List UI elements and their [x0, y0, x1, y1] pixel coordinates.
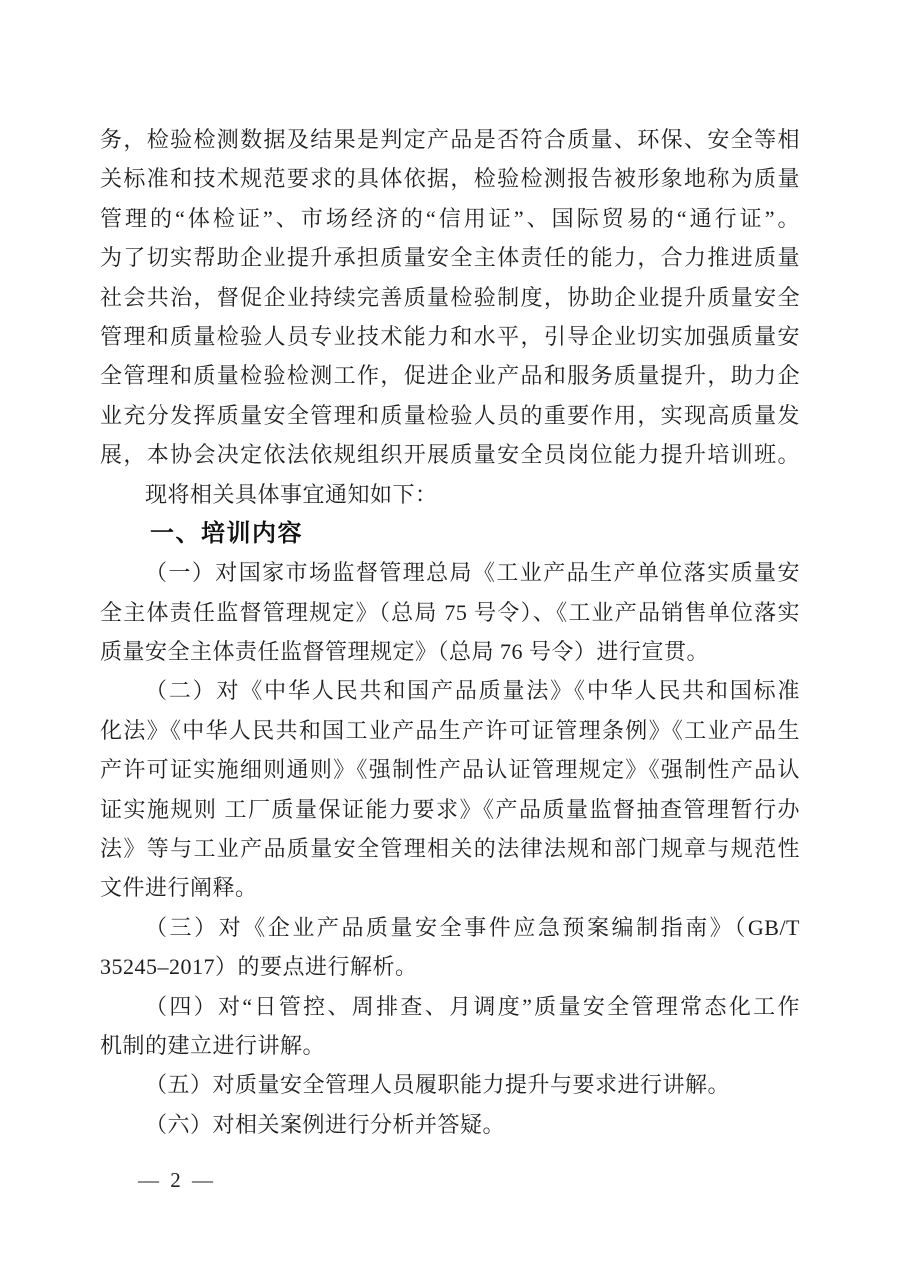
text-line: 全管理和质量检验检测工作，促进企业产品和服务质量提升，助力企: [100, 363, 800, 389]
text-line: 社会共治，督促企业持续完善质量检验制度，协助企业提升质量安全: [100, 284, 800, 310]
text-line: 务，检验检测数据及结果是判定产品是否符合质量、环保、安全等相: [100, 127, 800, 152]
text-line: 35245–2017）的要点进行解析。: [100, 954, 418, 980]
text-line: （三）对《企业产品质量安全事件应急预案编制指南》（GB/T: [145, 914, 800, 940]
document-body: [100, 120, 800, 1144]
text-line: （四）对“日管控、周排查、月调度”质量安全管理常态化工作: [145, 993, 800, 1019]
text-line: 管理的“体检证”、市场经济的“信用证”、国际贸易的“通行证”。: [100, 205, 800, 231]
text-line: 业充分发挥质量安全管理和质量检验人员的重要作用，实现高质量发: [100, 402, 800, 428]
text-line: 展，本协会决定依法依规组织开展质量安全员岗位能力提升培训班。: [100, 442, 800, 468]
text-line: （五）对质量安全管理人员履职能力提升与要求进行讲解。: [145, 1072, 731, 1098]
section-heading: 一、培训内容: [150, 519, 303, 547]
page-number: — 2 —: [138, 1168, 216, 1192]
text-line: 全主体责任监督管理规定》（总局 75 号令）、《工业产品销售单位落实: [100, 599, 800, 625]
text-line: 现将相关具体事宜通知如下：: [145, 481, 438, 507]
text-line: 管理和质量检验人员专业技术能力和水平，引导企业切实加强质量安: [100, 323, 800, 349]
text-line: 为了切实帮助企业提升承担质量安全主体责任的能力，合力推进质量: [100, 245, 800, 271]
text-line: 文件进行阐释。: [100, 875, 258, 901]
text-line: 产许可证实施细则通则》《强制性产品认证管理规定》《强制性产品认: [100, 757, 800, 783]
text-line: （一）对国家市场监督管理总局《工业产品生产单位落实质量安: [145, 560, 800, 586]
text-line: 化法》《中华人民共和国工业产品生产许可证管理条例》《工业产品生: [100, 717, 800, 743]
text-line: 质量安全主体责任监督管理规定》（总局 76 号令）进行宣贯。: [100, 639, 710, 665]
text-line: 关标准和技术规范要求的具体依据，检验检测报告被形象地称为质量: [100, 166, 800, 192]
text-line: 法》等与工业产品质量安全管理相关的法律法规和部门规章与规范性: [100, 836, 800, 862]
text-line: （六）对相关案例进行分析并答疑。: [145, 1111, 506, 1137]
text-line: 机制的建立进行讲解。: [100, 1032, 326, 1058]
text-line: 证实施规则 工厂质量保证能力要求》《产品质量监督抽查管理暂行办: [100, 796, 800, 822]
text-line: （二）对《中华人民共和国产品质量法》《中华人民共和国标准: [145, 678, 800, 704]
